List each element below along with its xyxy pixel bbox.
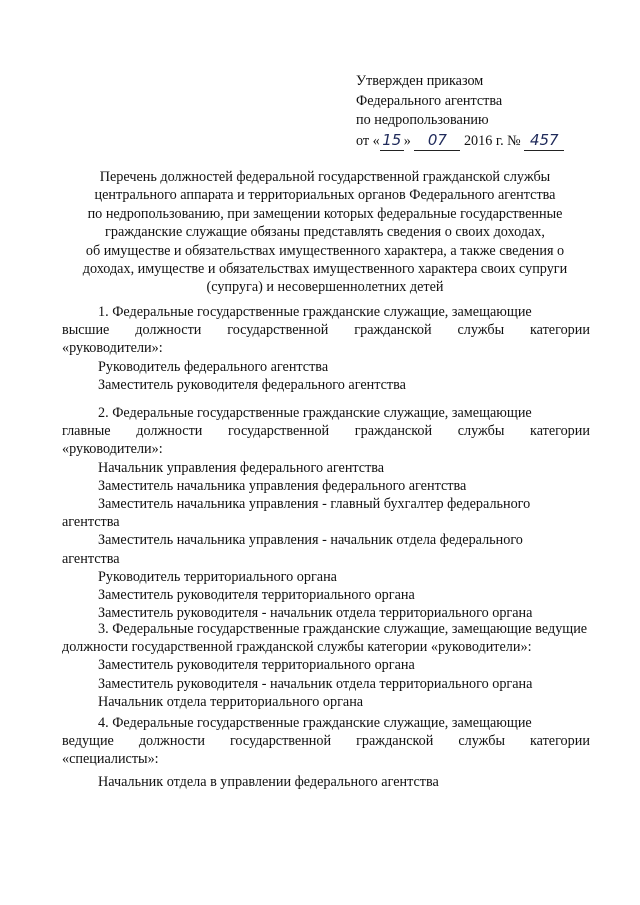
list-item-continuation: агентства (62, 514, 120, 531)
intro-word: гражданской (354, 423, 433, 440)
list-item-text: Заместитель начальника управления - главный бухгалтер федерального (98, 496, 531, 513)
section-intro-line: 2. Федеральные государственные гражданские служащие, замещающие (98, 405, 532, 421)
list-item: Заместитель руководителя - начальник отдела территориального органа (98, 605, 533, 622)
title-line: Перечень должностей федеральной государственной гражданской службы (99, 169, 551, 185)
intro-word: высшие (62, 322, 110, 339)
title-line: по недропользованию, при замещении которых федеральные государственные (87, 205, 563, 222)
handwritten-day: 15 (380, 131, 404, 152)
handwritten-number: 457 (524, 131, 564, 152)
list-item: Заместитель руководителя федерального агентства (98, 376, 406, 393)
date-prefix: от « (356, 132, 380, 149)
section-intro-line: 4. Федеральные государственные гражданские служащие, замещающие (98, 715, 532, 731)
section-3 (62, 620, 590, 711)
list-item-continuation: агентства (62, 550, 120, 567)
list-item: Заместитель руководителя территориального органа (98, 587, 415, 604)
section-intro-line: «руководители»: (62, 441, 163, 458)
intro-word: службы (458, 733, 505, 750)
section-intro-line: 3. Федеральные государственные гражданские служащие, замещающие ведущие (98, 621, 588, 637)
title-line: центрального аппарата и территориальных органов Федерального агентства (94, 187, 556, 204)
title-line: (супруга) и несовершеннолетних детей (206, 279, 444, 296)
section-intro-line: 1. Федеральные государственные гражданские служащие, замещающие (98, 304, 532, 320)
list-item: Руководитель территориального органа (98, 568, 337, 585)
list-item: Заместитель начальника управления - начальник отдела федерального (98, 532, 523, 549)
list-item: Начальник отдела территориального органа (98, 693, 364, 710)
intro-word: категории (529, 733, 590, 750)
list-item: Начальник управления федерального агентства (98, 459, 385, 476)
intro-word: должности (135, 322, 202, 339)
intro-word: должности (136, 423, 203, 440)
section-intro-line: «руководители»: (62, 340, 163, 357)
intro-word: главные (62, 423, 111, 440)
intro-word: категории (530, 322, 590, 339)
intro-word: государственной (227, 322, 329, 339)
intro-word: должности (138, 733, 205, 750)
title-line: об имуществе и обязательствах имущественного характера, а также сведения о (85, 242, 565, 259)
section-intro-line (62, 321, 590, 339)
section-1 (62, 303, 590, 394)
list-item: Руководитель федерального агентства (98, 358, 329, 375)
year-text: 2016 г. № (463, 132, 521, 149)
list-item: Начальник отдела в управлении федерального агентства (98, 773, 439, 790)
section-intro-line (62, 422, 590, 440)
section-intro-line: должности государственной гражданской службы категории «руководители»: (62, 639, 532, 656)
handwritten-month: 07 (414, 131, 460, 152)
list-item: Заместитель руководителя - начальник отдела территориального органа (98, 675, 533, 692)
section-2 (62, 404, 590, 622)
intro-word: категории (530, 423, 590, 440)
list-item: Заместитель руководителя территориального органа (98, 657, 415, 674)
date-mid: » (403, 132, 411, 149)
intro-word: государственной (229, 733, 332, 750)
approval-line-3: по недропользованию (356, 112, 489, 128)
approval-block (356, 72, 564, 151)
intro-word: гражданской (354, 322, 432, 339)
approval-date-line (356, 131, 564, 152)
list-item: Заместитель начальника управления федерального агентства (98, 477, 467, 494)
title-line: гражданские служащие обязаны представлять сведения о своих доходах, (105, 224, 545, 241)
list-item (62, 495, 590, 513)
section-intro-line: «специалисты»: (62, 751, 159, 768)
intro-word: службы (457, 423, 505, 440)
approval-line-2: Федерального агентства (356, 92, 503, 109)
intro-word: государственной (228, 423, 330, 440)
title-line: доходах, имуществе и обязательствах имущественного характера своих супруги (82, 261, 568, 278)
approval-line-1: Утвержден приказом (356, 73, 484, 89)
section-intro-line (62, 732, 590, 750)
intro-word: гражданской (356, 733, 434, 750)
document-title (60, 168, 590, 297)
intro-word: службы (457, 322, 505, 339)
intro-word: ведущие (62, 733, 114, 750)
section-4 (62, 714, 590, 791)
